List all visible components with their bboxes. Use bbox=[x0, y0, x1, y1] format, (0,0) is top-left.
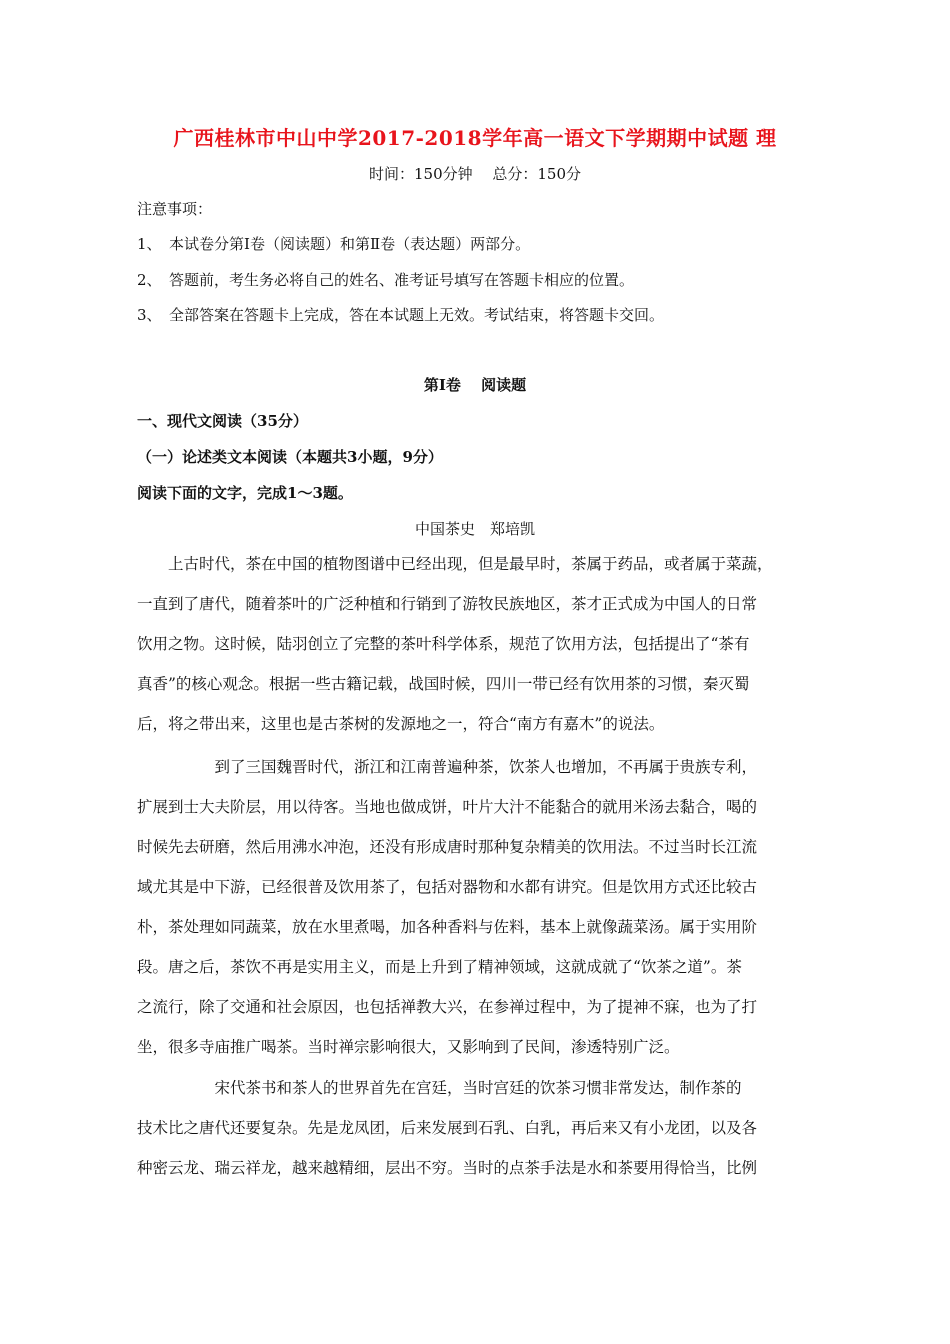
notice-heading: 注意事项： bbox=[137, 200, 213, 218]
exam-time-info: 时间：150分钟 总分：150分 bbox=[368, 165, 582, 183]
paragraph-line: 真香”的核心观念。根据一些古籍记载，战国时候，四川一带已经有饮用茶的习惯，秦灭蜀 bbox=[137, 675, 750, 693]
paragraph-line: 宋代茶书和茶人的世界首先在宫廷，当时宫廷的饮茶习惯非常发达，制作茶的 bbox=[137, 1079, 742, 1097]
paragraph-line: 时候先去研磨，然后用沸水冲泡，还没有形成唐时那种复杂精美的饮用法。不过当时长江流 bbox=[137, 838, 758, 856]
part-title: 第Ⅰ卷 阅读题 bbox=[423, 376, 527, 394]
paragraph-line: 到了三国魏晋时代，浙江和江南普遍种茶，饮茶人也增加，不再属于贵族专利， bbox=[137, 758, 758, 776]
paragraph-line: 域尤其是中下游，已经很普及饮用茶了，包括对器物和水都有讲究。但是饮用方式还比较古 bbox=[137, 878, 758, 896]
paragraph-line: 坐，很多寺庙推广喝茶。当时禅宗影响很大，又影响到了民间，渗透特别广泛。 bbox=[137, 1038, 680, 1056]
subsection-heading: （一）论述类文本阅读（本题共3小题，9分） bbox=[137, 448, 443, 466]
paragraph-line: 种密云龙、瑞云祥龙，越来越精细，层出不穷。当时的点茶手法是水和茶要用得恰当，比例 bbox=[137, 1159, 758, 1177]
notice-item: 1、 本试卷分第Ⅰ卷（阅读题）和第Ⅱ卷（表达题）两部分。 bbox=[137, 235, 531, 253]
paragraph-line: 段。唐之后，茶饮不再是实用主义，而是上升到了精神领域，这就成就了“饮茶之道”。茶 bbox=[137, 958, 742, 976]
paragraph-line: 之流行，除了交通和社会原因，也包括禅教大兴，在参禅过程中，为了提神不寐，也为了打 bbox=[137, 998, 758, 1016]
section-heading: 一、现代文阅读（35分） bbox=[137, 412, 308, 430]
article-title: 中国茶史 郑培凯 bbox=[414, 520, 535, 538]
notice-item: 2、 答题前，考生务必将自己的姓名、准考证号填写在答题卡相应的位置。 bbox=[137, 271, 635, 289]
paragraph-line: 朴，茶处理如同蔬菜，放在水里煮喝，加各种香料与佐料，基本上就像蔬菜汤。属于实用阶 bbox=[137, 918, 758, 936]
paragraph-line: 饮用之物。这时候，陆羽创立了完整的茶叶科学体系，规范了饮用方法，包括提出了“茶有 bbox=[137, 635, 750, 653]
page-title: 广西桂林市中山中学2017-2018学年高一语文下学期期中试题 理 bbox=[173, 126, 777, 150]
notice-item: 3、 全部答案在答题卡上完成，答在本试题上无效。考试结束，将答题卡交回。 bbox=[137, 306, 665, 324]
paragraph-line: 一直到了唐代，随着茶叶的广泛种植和行销到了游牧民族地区，茶才正式成为中国人的日常 bbox=[137, 595, 758, 613]
paragraph-line: 后，将之带出来，这里也是古茶树的发源地之一，符合“南方有嘉木”的说法。 bbox=[137, 715, 665, 733]
reading-instruction: 阅读下面的文字，完成1～3题。 bbox=[137, 484, 353, 502]
paragraph-line: 扩展到士大夫阶层，用以待客。当地也做成饼，叶片大汁不能黏合的就用米汤去黏合，喝的 bbox=[137, 798, 758, 816]
paragraph-line: 上古时代，茶在中国的植物图谱中已经出现，但是最早时，茶属于药品，或者属于菜蔬， bbox=[137, 555, 773, 573]
paragraph-line: 技术比之唐代还要复杂。先是龙凤团，后来发展到石乳、白乳，再后来又有小龙团，以及各 bbox=[137, 1119, 758, 1137]
